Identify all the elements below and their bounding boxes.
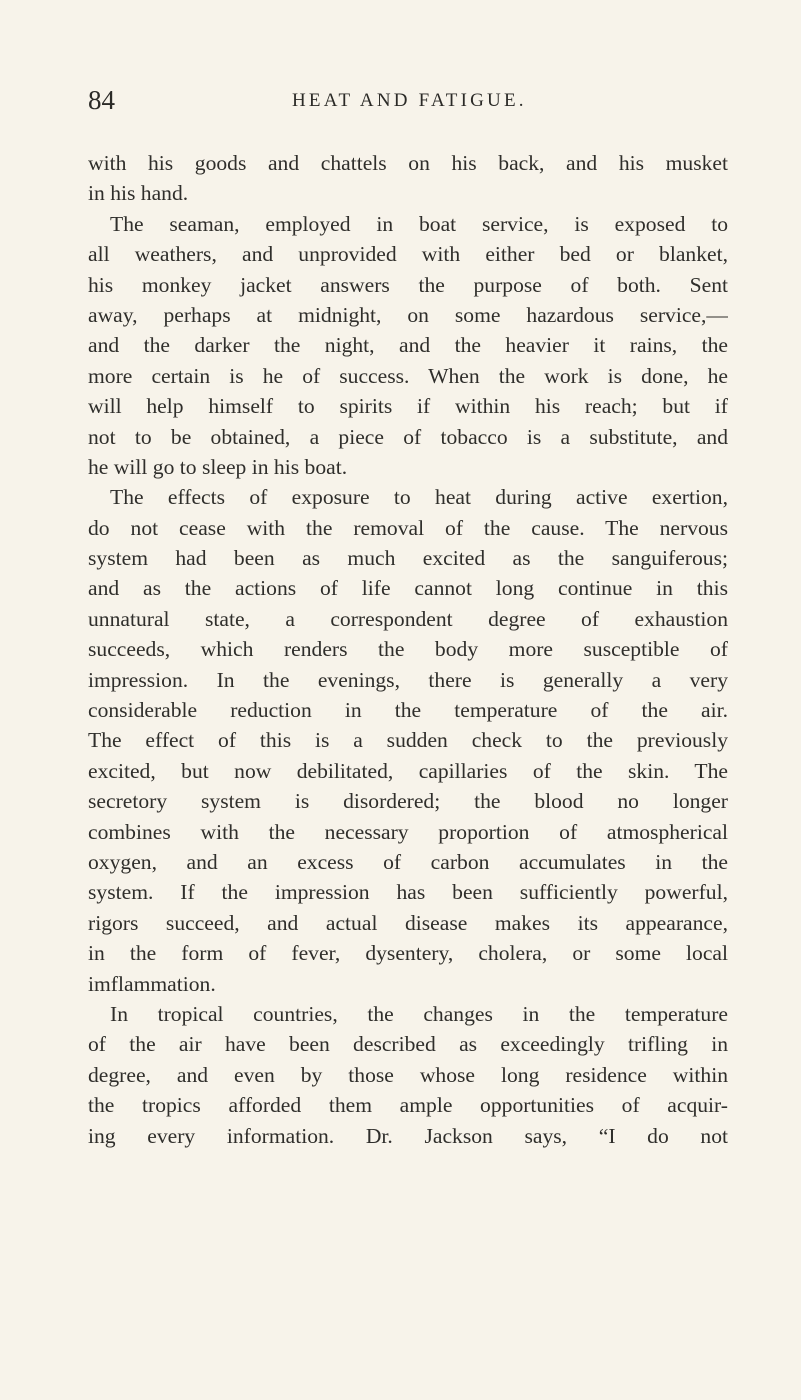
text-line: and as the actions of life cannot long continue in this: [88, 576, 728, 601]
text-line: system. If the impression has been sufficiently powerful,: [88, 880, 728, 905]
text-line: he will go to sleep in his boat.: [88, 454, 348, 479]
text-line: and the darker the night, and the heavier it rains, the: [88, 333, 728, 358]
text-line: not to be obtained, a piece of tobacco is a substitute, and: [88, 424, 728, 449]
text-line: in his hand.: [88, 181, 189, 206]
text-line: all weathers, and unprovided with either bed or blanket,: [88, 242, 728, 267]
text-line: unnatural state, a correspondent degree of exhaustion: [88, 606, 728, 631]
text-line: will help himself to spirits if within his reach; but if: [88, 394, 728, 419]
text-line: away, perhaps at midnight, on some hazardous service,—: [88, 302, 728, 327]
text-line: The effect of this is a sudden check to the previously: [88, 728, 728, 753]
text-line: imflammation.: [88, 971, 216, 996]
text-line: degree, and even by those whose long residence within: [88, 1062, 728, 1087]
text-line: the tropics afforded them ample opportunities of acquir-: [88, 1093, 728, 1118]
page-number: 84: [88, 85, 115, 115]
text-line: ing every information. Dr. Jackson says, “I do not: [88, 1123, 728, 1148]
text-line: do not cease with the removal of the cause. The nervous: [88, 515, 728, 540]
text-line: impression. In the evenings, there is generally a very: [88, 667, 728, 692]
text-line: rigors succeed, and actual disease makes its appearance,: [88, 910, 728, 935]
text-line: considerable reduction in the temperature of the air.: [88, 698, 728, 723]
text-line: more certain is he of success. When the work is done, he: [88, 363, 728, 388]
text-line: In tropical countries, the changes in the temperature: [110, 1001, 728, 1026]
running-title: HEAT AND FATIGUE.: [292, 90, 527, 111]
text-line: his monkey jacket answers the purpose of both. Sent: [88, 272, 728, 297]
text-line: combines with the necessary proportion of atmospherical: [88, 819, 728, 844]
text-line: secretory system is disordered; the blood no longer: [88, 789, 728, 814]
text-line: in the form of fever, dysentery, cholera, or some local: [88, 941, 728, 966]
body-text: [88, 148, 728, 1151]
page-header: [88, 80, 728, 120]
text-line: of the air have been described as exceedingly trifling in: [88, 1032, 728, 1057]
text-line: The seaman, employed in boat service, is exposed to: [110, 211, 728, 236]
text-line: system had been as much excited as the sanguiferous;: [88, 546, 728, 571]
text-line: oxygen, and an excess of carbon accumulates in the: [88, 849, 728, 874]
text-line: succeeds, which renders the body more susceptible of: [88, 637, 728, 662]
text-line: The effects of exposure to heat during active exertion,: [110, 485, 728, 510]
text-line: with his goods and chattels on his back, and his musket: [88, 151, 728, 175]
text-line: excited, but now debilitated, capillaries of the skin. The: [88, 758, 728, 783]
